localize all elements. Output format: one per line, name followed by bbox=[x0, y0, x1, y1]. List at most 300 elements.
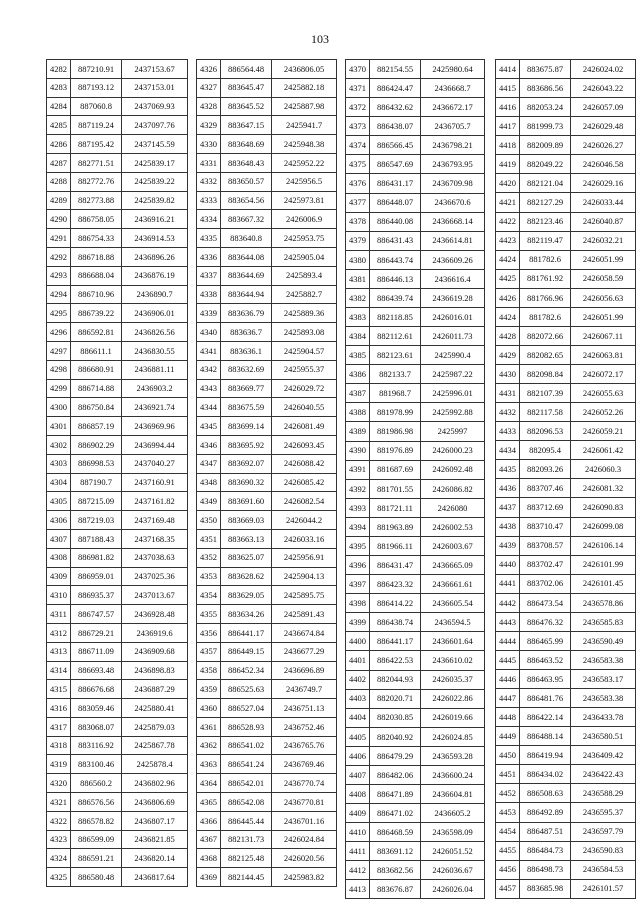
point-number-cell: 4342 bbox=[197, 360, 221, 379]
y-coordinate-cell: 2425867.78 bbox=[122, 736, 188, 755]
point-number-cell: 4396 bbox=[346, 556, 370, 575]
table-row bbox=[346, 174, 485, 193]
x-coordinate-cell: 883675.87 bbox=[520, 60, 571, 79]
x-coordinate-cell: 886431.17 bbox=[370, 174, 421, 193]
y-coordinate-cell: 2436802.96 bbox=[122, 774, 188, 793]
point-number-cell: 4352 bbox=[197, 548, 221, 567]
x-coordinate-cell: 886414.22 bbox=[370, 594, 421, 613]
table-row bbox=[496, 345, 636, 364]
x-coordinate-cell: 881782.6 bbox=[520, 307, 571, 326]
table-row bbox=[496, 822, 636, 841]
y-coordinate-cell: 2426020.56 bbox=[272, 849, 337, 868]
table-row bbox=[346, 422, 485, 441]
point-number-cell: 4447 bbox=[496, 689, 520, 708]
x-coordinate-cell: 886576.56 bbox=[71, 793, 122, 812]
table-row bbox=[346, 136, 485, 155]
y-coordinate-cell: 2436709.98 bbox=[421, 174, 485, 193]
point-number-cell: 4395 bbox=[346, 536, 370, 555]
x-coordinate-cell: 886492.89 bbox=[520, 803, 571, 822]
table-row bbox=[197, 153, 337, 172]
table-row bbox=[496, 231, 636, 250]
y-coordinate-cell: 2425997 bbox=[421, 422, 485, 441]
x-coordinate-cell: 883628.62 bbox=[221, 567, 272, 586]
x-coordinate-cell: 886446.13 bbox=[370, 269, 421, 288]
table-row bbox=[197, 341, 337, 360]
table-row bbox=[346, 575, 485, 594]
table-row bbox=[346, 880, 485, 899]
point-number-cell: 4454 bbox=[496, 822, 520, 841]
point-number-cell: 4288 bbox=[47, 172, 71, 191]
x-coordinate-cell: 886448.07 bbox=[370, 193, 421, 212]
x-coordinate-cell: 881766.96 bbox=[520, 288, 571, 307]
y-coordinate-cell: 2436593.28 bbox=[421, 746, 485, 765]
x-coordinate-cell: 886547.69 bbox=[370, 155, 421, 174]
point-number-cell: 4436 bbox=[496, 479, 520, 498]
table-row bbox=[197, 285, 337, 304]
point-number-cell: 4354 bbox=[197, 586, 221, 605]
table-row bbox=[47, 492, 188, 511]
y-coordinate-cell: 2436609.26 bbox=[421, 250, 485, 269]
table-row bbox=[346, 746, 485, 765]
y-coordinate-cell: 2436590.49 bbox=[571, 631, 636, 650]
table-row bbox=[346, 365, 485, 384]
table-row bbox=[346, 441, 485, 460]
y-coordinate-cell: 2426088.42 bbox=[272, 454, 337, 473]
point-number-cell: 4337 bbox=[197, 266, 221, 285]
y-coordinate-cell: 2426040.87 bbox=[571, 212, 636, 231]
point-number-cell: 4400 bbox=[346, 632, 370, 651]
y-coordinate-cell: 2436614.81 bbox=[421, 231, 485, 250]
table-row bbox=[496, 727, 636, 746]
point-number-cell: 4370 bbox=[346, 60, 370, 79]
table-row bbox=[197, 736, 337, 755]
point-number-cell: 4398 bbox=[346, 594, 370, 613]
point-number-cell: 4415 bbox=[496, 79, 520, 98]
point-number-cell: 4452 bbox=[496, 784, 520, 803]
x-coordinate-cell: 883644.69 bbox=[221, 266, 272, 285]
x-coordinate-cell: 886541.02 bbox=[221, 736, 272, 755]
y-coordinate-cell: 2436616.4 bbox=[421, 269, 485, 288]
x-coordinate-cell: 887210.91 bbox=[71, 60, 122, 79]
x-coordinate-cell: 886542.08 bbox=[221, 793, 272, 812]
y-coordinate-cell: 2436876.19 bbox=[122, 266, 188, 285]
point-number-cell: 4392 bbox=[346, 479, 370, 498]
table-row bbox=[496, 288, 636, 307]
y-coordinate-cell: 2436769.46 bbox=[272, 755, 337, 774]
table-row bbox=[496, 307, 636, 326]
y-coordinate-cell: 2436916.21 bbox=[122, 210, 188, 229]
x-coordinate-cell: 882119.47 bbox=[520, 231, 571, 250]
y-coordinate-cell: 2436668.7 bbox=[421, 79, 485, 98]
x-coordinate-cell: 887060.8 bbox=[71, 97, 122, 116]
table-row bbox=[496, 555, 636, 574]
point-number-cell: 4393 bbox=[346, 498, 370, 517]
table-row bbox=[346, 231, 485, 250]
point-number-cell: 4322 bbox=[47, 811, 71, 830]
y-coordinate-cell: 2426002.53 bbox=[421, 517, 485, 536]
x-coordinate-cell: 883634.26 bbox=[221, 605, 272, 624]
x-coordinate-cell: 886465.99 bbox=[520, 631, 571, 650]
table-row bbox=[197, 642, 337, 661]
x-coordinate-cell: 886680.91 bbox=[71, 360, 122, 379]
table-row bbox=[47, 379, 188, 398]
y-coordinate-cell: 2436881.11 bbox=[122, 360, 188, 379]
y-coordinate-cell: 2426085.42 bbox=[272, 473, 337, 492]
point-number-cell: 4402 bbox=[346, 670, 370, 689]
point-number-cell: 4348 bbox=[197, 473, 221, 492]
y-coordinate-cell: 2426072.17 bbox=[571, 365, 636, 384]
table-row bbox=[197, 717, 337, 736]
x-coordinate-cell: 886438.07 bbox=[370, 117, 421, 136]
x-coordinate-cell: 883712.69 bbox=[520, 498, 571, 517]
x-coordinate-cell: 881968.7 bbox=[370, 384, 421, 403]
x-coordinate-cell: 887119.24 bbox=[71, 116, 122, 135]
x-coordinate-cell: 886754.33 bbox=[71, 229, 122, 248]
point-number-cell: 4341 bbox=[197, 341, 221, 360]
table-row bbox=[197, 135, 337, 154]
table-row bbox=[496, 422, 636, 441]
point-number-cell: 4384 bbox=[346, 327, 370, 346]
point-number-cell: 4360 bbox=[197, 699, 221, 718]
y-coordinate-cell: 2436793.95 bbox=[421, 155, 485, 174]
table-row bbox=[496, 326, 636, 345]
x-coordinate-cell: 886758.05 bbox=[71, 210, 122, 229]
x-coordinate-cell: 883669.03 bbox=[221, 511, 272, 530]
y-coordinate-cell: 2426059.21 bbox=[571, 422, 636, 441]
table-row bbox=[47, 247, 188, 266]
table-row bbox=[496, 479, 636, 498]
y-coordinate-cell: 2436588.29 bbox=[571, 784, 636, 803]
point-number-cell: 4344 bbox=[197, 398, 221, 417]
point-number-cell: 4391 bbox=[346, 460, 370, 479]
table-row bbox=[346, 651, 485, 670]
y-coordinate-cell: 2426055.63 bbox=[571, 384, 636, 403]
point-number-cell: 4293 bbox=[47, 266, 71, 285]
point-number-cell: 4347 bbox=[197, 454, 221, 473]
table-row bbox=[496, 803, 636, 822]
point-number-cell: 4373 bbox=[346, 117, 370, 136]
x-coordinate-cell: 886438.74 bbox=[370, 613, 421, 632]
x-coordinate-cell: 882123.61 bbox=[370, 346, 421, 365]
point-number-cell: 4294 bbox=[47, 285, 71, 304]
x-coordinate-cell: 882095.4 bbox=[520, 441, 571, 460]
table-row bbox=[496, 841, 636, 860]
x-coordinate-cell: 886527.04 bbox=[221, 699, 272, 718]
point-number-cell: 4345 bbox=[197, 417, 221, 436]
y-coordinate-cell: 2436919.6 bbox=[122, 623, 188, 642]
x-coordinate-cell: 882020.71 bbox=[370, 689, 421, 708]
y-coordinate-cell: 2425895.75 bbox=[272, 586, 337, 605]
y-coordinate-cell: 2425839.82 bbox=[122, 191, 188, 210]
x-coordinate-cell: 886750.84 bbox=[71, 398, 122, 417]
table-row bbox=[47, 153, 188, 172]
table-row bbox=[346, 403, 485, 422]
y-coordinate-cell: 2425953.75 bbox=[272, 229, 337, 248]
x-coordinate-cell: 886498.73 bbox=[520, 860, 571, 879]
x-coordinate-cell: 883667.32 bbox=[221, 210, 272, 229]
table-row bbox=[47, 623, 188, 642]
point-number-cell: 4394 bbox=[346, 517, 370, 536]
point-number-cell: 4305 bbox=[47, 492, 71, 511]
table-row bbox=[197, 755, 337, 774]
x-coordinate-cell: 886739.22 bbox=[71, 304, 122, 323]
table-row bbox=[346, 460, 485, 479]
point-number-cell: 4387 bbox=[346, 384, 370, 403]
x-coordinate-cell: 886443.74 bbox=[370, 250, 421, 269]
point-number-cell: 4423 bbox=[496, 231, 520, 250]
x-coordinate-cell: 882098.84 bbox=[520, 365, 571, 384]
point-number-cell: 4313 bbox=[47, 642, 71, 661]
x-coordinate-cell: 883647.15 bbox=[221, 116, 272, 135]
point-number-cell: 4338 bbox=[197, 285, 221, 304]
x-coordinate-cell: 886508.63 bbox=[520, 784, 571, 803]
x-coordinate-cell: 882112.61 bbox=[370, 327, 421, 346]
table-row bbox=[496, 746, 636, 765]
table-row bbox=[496, 460, 636, 479]
x-coordinate-cell: 887219.03 bbox=[71, 511, 122, 530]
y-coordinate-cell: 2425952.22 bbox=[272, 153, 337, 172]
table-row bbox=[197, 699, 337, 718]
x-coordinate-cell: 881978.99 bbox=[370, 403, 421, 422]
x-coordinate-cell: 883636.79 bbox=[221, 304, 272, 323]
x-coordinate-cell: 886578.82 bbox=[71, 811, 122, 830]
table-row bbox=[197, 623, 337, 642]
table-row bbox=[197, 247, 337, 266]
table-row bbox=[346, 98, 485, 117]
x-coordinate-cell: 883702.47 bbox=[520, 555, 571, 574]
x-coordinate-cell: 886439.74 bbox=[370, 288, 421, 307]
y-coordinate-cell: 2437153.67 bbox=[122, 60, 188, 79]
y-coordinate-cell: 2426051.99 bbox=[571, 307, 636, 326]
point-number-cell: 4333 bbox=[197, 191, 221, 210]
point-number-cell: 4317 bbox=[47, 717, 71, 736]
y-coordinate-cell: 2436670.6 bbox=[421, 193, 485, 212]
y-coordinate-cell: 2437069.93 bbox=[122, 97, 188, 116]
point-number-cell: 4306 bbox=[47, 511, 71, 530]
y-coordinate-cell: 2437161.82 bbox=[122, 492, 188, 511]
y-coordinate-cell: 2436887.29 bbox=[122, 680, 188, 699]
x-coordinate-cell: 886729.21 bbox=[71, 623, 122, 642]
y-coordinate-cell: 2436610.02 bbox=[421, 651, 485, 670]
point-number-cell: 4310 bbox=[47, 586, 71, 605]
table-row bbox=[197, 60, 337, 79]
y-coordinate-cell: 2425955.37 bbox=[272, 360, 337, 379]
x-coordinate-cell: 886592.81 bbox=[71, 323, 122, 342]
table-row bbox=[47, 605, 188, 624]
point-number-cell: 4414 bbox=[496, 60, 520, 79]
table-row bbox=[496, 689, 636, 708]
table-row bbox=[496, 536, 636, 555]
y-coordinate-cell: 2426058.59 bbox=[571, 269, 636, 288]
point-number-cell: 4350 bbox=[197, 511, 221, 530]
point-number-cell: 4438 bbox=[496, 517, 520, 536]
point-number-cell: 4366 bbox=[197, 811, 221, 830]
y-coordinate-cell: 2437040.27 bbox=[122, 454, 188, 473]
y-coordinate-cell: 2426043.22 bbox=[571, 79, 636, 98]
point-number-cell: 4421 bbox=[496, 193, 520, 212]
y-coordinate-cell: 2426061.42 bbox=[571, 441, 636, 460]
x-coordinate-cell: 882107.39 bbox=[520, 384, 571, 403]
point-number-cell: 4309 bbox=[47, 567, 71, 586]
table-row bbox=[47, 793, 188, 812]
table-row bbox=[346, 384, 485, 403]
table-row bbox=[47, 417, 188, 436]
point-number-cell: 4413 bbox=[346, 880, 370, 899]
y-coordinate-cell: 2436583.38 bbox=[571, 650, 636, 669]
point-number-cell: 4315 bbox=[47, 680, 71, 699]
table-row bbox=[197, 774, 337, 793]
y-coordinate-cell: 2426029.48 bbox=[571, 117, 636, 136]
y-coordinate-cell: 2426000.23 bbox=[421, 441, 485, 460]
y-coordinate-cell: 2436672.17 bbox=[421, 98, 485, 117]
y-coordinate-cell: 2436807.17 bbox=[122, 811, 188, 830]
point-number-cell: 4285 bbox=[47, 116, 71, 135]
point-number-cell: 4339 bbox=[197, 304, 221, 323]
table-row bbox=[47, 548, 188, 567]
point-number-cell: 4299 bbox=[47, 379, 71, 398]
table-row bbox=[346, 479, 485, 498]
y-coordinate-cell: 2425904.57 bbox=[272, 341, 337, 360]
y-coordinate-cell: 2436601.64 bbox=[421, 632, 485, 651]
table-row bbox=[496, 117, 636, 136]
y-coordinate-cell: 2426080 bbox=[421, 498, 485, 517]
x-coordinate-cell: 886714.88 bbox=[71, 379, 122, 398]
coordinate-table-4 bbox=[495, 59, 636, 899]
x-coordinate-cell: 886431.43 bbox=[370, 231, 421, 250]
point-number-cell: 4422 bbox=[496, 212, 520, 231]
point-number-cell: 4283 bbox=[47, 78, 71, 97]
x-coordinate-cell: 886711.09 bbox=[71, 642, 122, 661]
point-number-cell: 4368 bbox=[197, 849, 221, 868]
point-number-cell: 4324 bbox=[47, 849, 71, 868]
x-coordinate-cell: 882123.46 bbox=[520, 212, 571, 231]
y-coordinate-cell: 2426092.48 bbox=[421, 460, 485, 479]
table-row bbox=[47, 586, 188, 605]
point-number-cell: 4449 bbox=[496, 727, 520, 746]
table-row bbox=[197, 266, 337, 285]
x-coordinate-cell: 882049.22 bbox=[520, 155, 571, 174]
point-number-cell: 4303 bbox=[47, 454, 71, 473]
point-number-cell: 4405 bbox=[346, 727, 370, 746]
point-number-cell: 4327 bbox=[197, 78, 221, 97]
table-row bbox=[197, 511, 337, 530]
table-row bbox=[346, 193, 485, 212]
table-row bbox=[496, 365, 636, 384]
table-row bbox=[346, 861, 485, 880]
x-coordinate-cell: 882009.89 bbox=[520, 136, 571, 155]
x-coordinate-cell: 883648.43 bbox=[221, 153, 272, 172]
point-number-cell: 4364 bbox=[197, 774, 221, 793]
point-number-cell: 4433 bbox=[496, 422, 520, 441]
point-number-cell: 4376 bbox=[346, 174, 370, 193]
x-coordinate-cell: 883644.08 bbox=[221, 247, 272, 266]
y-coordinate-cell: 2436806.69 bbox=[122, 793, 188, 812]
x-coordinate-cell: 881701.55 bbox=[370, 479, 421, 498]
point-number-cell: 4412 bbox=[346, 861, 370, 880]
point-number-cell: 4450 bbox=[496, 746, 520, 765]
x-coordinate-cell: 883629.05 bbox=[221, 586, 272, 605]
y-coordinate-cell: 2426082.54 bbox=[272, 492, 337, 511]
x-coordinate-cell: 881687.69 bbox=[370, 460, 421, 479]
y-coordinate-cell: 2426093.45 bbox=[272, 435, 337, 454]
point-number-cell: 4448 bbox=[496, 708, 520, 727]
y-coordinate-cell: 2436906.01 bbox=[122, 304, 188, 323]
y-coordinate-cell: 2426006.9 bbox=[272, 210, 337, 229]
y-coordinate-cell: 2426056.63 bbox=[571, 288, 636, 307]
table-row bbox=[346, 517, 485, 536]
point-number-cell: 4328 bbox=[197, 97, 221, 116]
point-number-cell: 4404 bbox=[346, 708, 370, 727]
x-coordinate-cell: 887193.12 bbox=[71, 78, 122, 97]
point-number-cell: 4401 bbox=[346, 651, 370, 670]
table-row bbox=[47, 529, 188, 548]
table-row bbox=[346, 212, 485, 231]
x-coordinate-cell: 881721.11 bbox=[370, 498, 421, 517]
table-row bbox=[47, 398, 188, 417]
x-coordinate-cell: 881963.89 bbox=[370, 517, 421, 536]
y-coordinate-cell: 2425983.82 bbox=[272, 868, 337, 887]
point-number-cell: 4383 bbox=[346, 308, 370, 327]
y-coordinate-cell: 2436597.79 bbox=[571, 822, 636, 841]
y-coordinate-cell: 2426086.82 bbox=[421, 479, 485, 498]
point-number-cell: 4446 bbox=[496, 670, 520, 689]
table-row bbox=[346, 613, 485, 632]
point-number-cell: 4407 bbox=[346, 765, 370, 784]
y-coordinate-cell: 2436890.7 bbox=[122, 285, 188, 304]
table-row bbox=[346, 288, 485, 307]
table-row bbox=[346, 117, 485, 136]
y-coordinate-cell: 2436921.74 bbox=[122, 398, 188, 417]
point-number-cell: 4453 bbox=[496, 803, 520, 822]
x-coordinate-cell: 881966.11 bbox=[370, 536, 421, 555]
x-coordinate-cell: 883116.92 bbox=[71, 736, 122, 755]
y-coordinate-cell: 2426044.2 bbox=[272, 511, 337, 530]
x-coordinate-cell: 882772.76 bbox=[71, 172, 122, 191]
y-coordinate-cell: 2426046.58 bbox=[571, 155, 636, 174]
y-coordinate-cell: 2425948.38 bbox=[272, 135, 337, 154]
y-coordinate-cell: 2436701.16 bbox=[272, 811, 337, 830]
table-row bbox=[496, 212, 636, 231]
point-number-cell: 4403 bbox=[346, 689, 370, 708]
x-coordinate-cell: 886441.17 bbox=[370, 632, 421, 651]
x-coordinate-cell: 886998.53 bbox=[71, 454, 122, 473]
x-coordinate-cell: 886463.95 bbox=[520, 670, 571, 689]
table-row bbox=[47, 680, 188, 699]
x-coordinate-cell: 883632.69 bbox=[221, 360, 272, 379]
x-coordinate-cell: 886479.29 bbox=[370, 746, 421, 765]
point-number-cell: 4408 bbox=[346, 784, 370, 803]
y-coordinate-cell: 2436677.29 bbox=[272, 642, 337, 661]
y-coordinate-cell: 2425879.03 bbox=[122, 717, 188, 736]
x-coordinate-cell: 886541.24 bbox=[221, 755, 272, 774]
table-row bbox=[496, 498, 636, 517]
y-coordinate-cell: 2436619.28 bbox=[421, 288, 485, 307]
y-coordinate-cell: 2436806.05 bbox=[272, 60, 337, 79]
point-number-cell: 4406 bbox=[346, 746, 370, 765]
point-number-cell: 4326 bbox=[197, 60, 221, 79]
table-row bbox=[197, 379, 337, 398]
x-coordinate-cell: 887195.42 bbox=[71, 135, 122, 154]
y-coordinate-cell: 2425956.5 bbox=[272, 172, 337, 191]
y-coordinate-cell: 2425905.04 bbox=[272, 247, 337, 266]
x-coordinate-cell: 886471.02 bbox=[370, 804, 421, 823]
y-coordinate-cell: 2426019.66 bbox=[421, 708, 485, 727]
y-coordinate-cell: 2425996.01 bbox=[421, 384, 485, 403]
table-row bbox=[496, 174, 636, 193]
point-number-cell: 4434 bbox=[496, 441, 520, 460]
point-number-cell: 4291 bbox=[47, 229, 71, 248]
y-coordinate-cell: 2426101.57 bbox=[571, 879, 636, 898]
